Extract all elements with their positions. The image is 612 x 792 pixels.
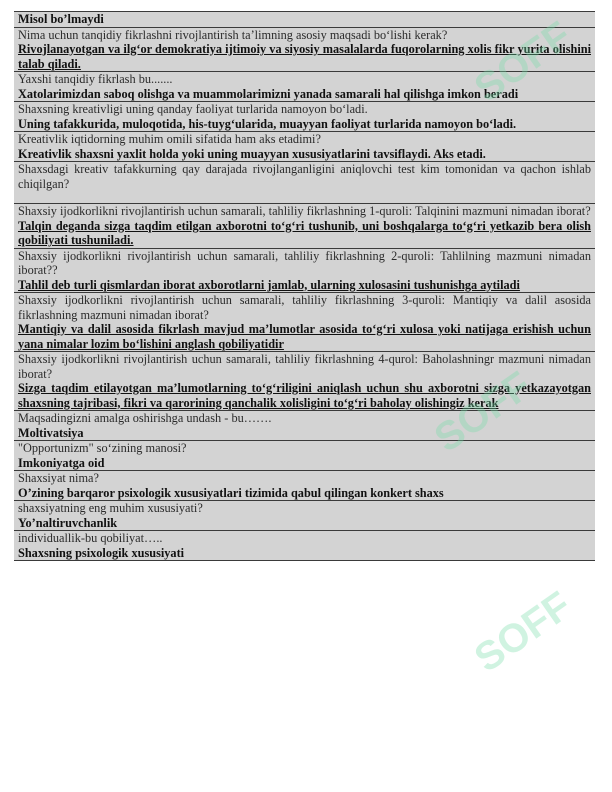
table-row — [14, 440, 595, 470]
answer-text: Yo’naltiruvchanlik — [18, 515, 118, 530]
table-row — [14, 248, 595, 293]
table-row — [14, 203, 595, 248]
question-text: Shaxsiy ijodkorlikni rivojlantirish uchun samarali, tahliliy fikrlashning 3-quroli: Mantiqiy va dalil asosida fikrlashning mazmuni nimadan iborat? — [18, 293, 591, 322]
empty-answer — [18, 191, 591, 203]
watermark-text: SOFF — [466, 583, 580, 681]
watermark-text: SOFF — [466, 13, 580, 111]
question-text: individuallik-bu qobiliyat….. — [18, 531, 163, 545]
question-text: Kreativlik iqtidorning muhim omili sifatida ham aks etadimi? — [18, 132, 321, 146]
question-text: Nima uchun tanqidiy fikrlashni rivojlantirish ta’limning asosiy maqsadi bo‘lishi kerak? — [18, 27, 448, 42]
table-row — [14, 27, 595, 72]
question-text: Maqsadingizni amalga oshirishga undash - bu……. — [18, 411, 272, 425]
table-row — [14, 101, 595, 131]
table-row — [14, 410, 595, 440]
question-text: "Opportunizm" so‘zining manosi? — [18, 441, 187, 455]
table-row — [14, 530, 595, 561]
question-text: Shaxsiy ijodkorlikni rivojlantirish uchun samarali, tahliliy fikrlashning 2-quroli: Tahlilning mazmuni nimadan iborat?? — [18, 248, 591, 277]
table-row — [14, 161, 595, 203]
answer-text: Shaxsning psixologik xususiyati — [18, 545, 185, 560]
answer-text: Sizga taqdim etilayotgan ma’lumotlarning to‘g‘riligini aniqlash uchun shu axborotni sizga yetkazayotgan shaxsning tajribasi, fikri va qarorining qanchalik xolisligini to‘g‘ri baholay olishingiz kerak — [18, 381, 591, 410]
question-text: Shaxsdagi kreativ tafakkurning qay darajada rivojlanganligini aniqlovchi test kim tomonidan va qachon ishlab chiqilgan? — [18, 162, 591, 191]
answer-text: Kreativlik shaxsni yaxlit holda yoki uning muayyan xususiyatlarini tavsiflaydi. Aks etadi. — [18, 146, 486, 161]
table-row — [14, 11, 595, 27]
answer-text: Xatolarimizdan saboq olishga va muammolarimizni yanada samarali hal qilishga imkon beradi — [18, 86, 519, 101]
answer-text: Rivojlanayotgan va ilg‘or demokratiya ijtimoiy va siyosiy masalalarda fuqorolarning xolis fikr yurita olishini talab qiladi. — [18, 42, 591, 71]
question-text: Shaxsiyat nima? — [18, 471, 99, 485]
answer-text: Moltivatsiya — [18, 425, 84, 440]
table-row — [14, 71, 595, 101]
question-text: Shaxsiy ijodkorlikni rivojlantirish uchun samarali, tahliliy fikrlashning 4-qurol: Baholashningr mazmuni nimadan iborat? — [18, 352, 591, 381]
table-row — [14, 292, 595, 351]
answer-text: Talqin deganda sizga taqdim etilgan axborotni to‘g‘ri tushunib, uni boshqalarga to‘g‘ri yetkazib bera olish qobiliyati tushuniladi. — [18, 218, 591, 247]
question-text: Shaxsning kreativligi uning qanday faoliyat turlarida namoyon bo‘ladi. — [18, 102, 368, 116]
question-text: Misol bo’lmaydi — [18, 12, 104, 26]
answer-text: Imkoniyatga oid — [18, 455, 105, 470]
question-text: Shaxsiy ijodkorlikni rivojlantirish uchun samarali, tahliliy fikrlashning 1-quroli: Talqinini mazmuni nimadan iborat? — [18, 204, 591, 218]
qa-table — [14, 11, 595, 561]
table-row — [14, 351, 595, 410]
answer-text: Mantiqiy va dalil asosida fikrlash mavjud ma’lumotlar asosida to‘g‘ri xulosa yoki natijaga erishish uchun yana nimalar lozim bo‘lishini anglash qobiliyatidir — [18, 322, 591, 351]
table-row — [14, 500, 595, 530]
table-row — [14, 131, 595, 161]
table-row — [14, 470, 595, 500]
answer-text: Uning tafakkurida, muloqotida, his-tuyg‘ularida, muayyan faoliyat turlarida namoyon bo‘ladi. — [18, 116, 517, 131]
question-text: shaxsiyatning eng muhim xususiyati? — [18, 501, 203, 515]
answer-text: O’zining barqaror psixologik xususiyatlari tizimida qabul qilingan konkert shaxs — [18, 485, 444, 500]
answer-text: Tahlil deb turli qismlardan iborat axborotlarni jamlab, ularning xulosasini tushunishga aytiladi — [18, 277, 520, 292]
watermark-text: SOFF — [426, 363, 540, 461]
question-text: Yaxshi tanqidiy fikrlash bu....... — [18, 72, 173, 86]
